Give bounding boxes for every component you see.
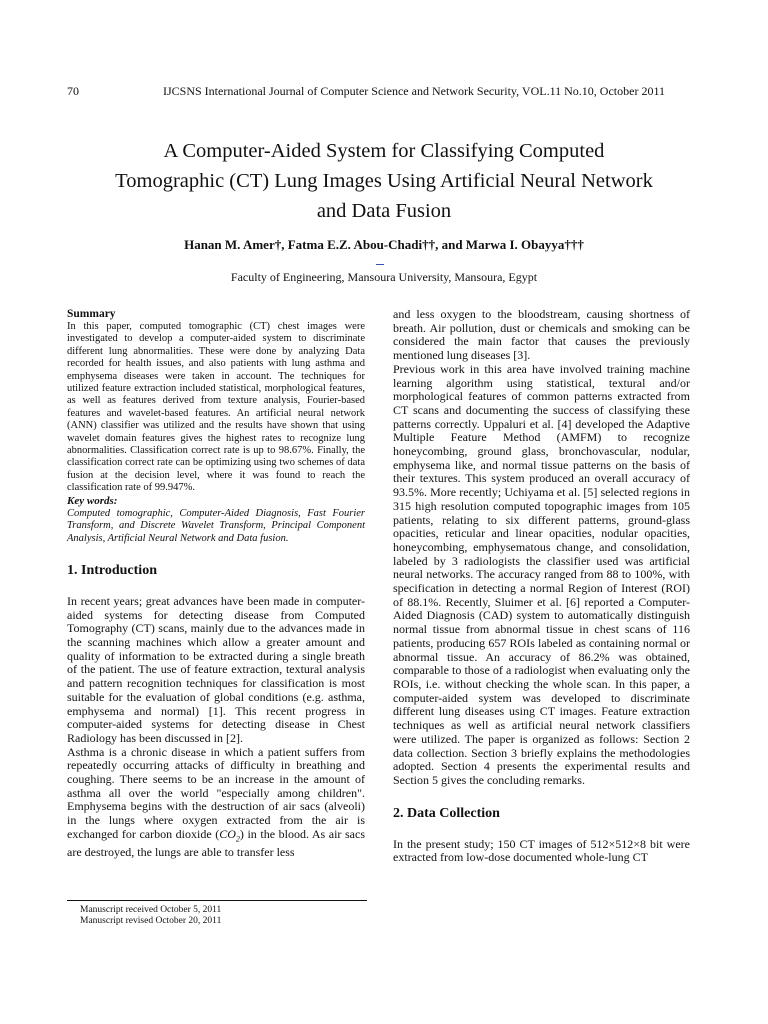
- data-collection-text: In the present study; 150 CT images of 512×512×8 bit were extracted from low-dose documented whole-lung CT: [393, 836, 690, 865]
- introduction-body: [67, 595, 365, 860]
- title-line-1: A Computer-Aided System for Classifying Computed: [163, 140, 605, 162]
- intro-paragraph-2: [67, 746, 365, 860]
- intro-paragraph-2a: Asthma is a chronic disease in which a patient suffers from repeatedly occurring attacks of difficulty in breathing and coughing. There seems to be an increase in the amount of asthma all over the world "especially among children". Emphysema begins with the destruction of air sacs (alveoli) in the lungs where oxygen extracted from the air is exchanged for carbon dioxide (: [67, 744, 365, 841]
- intro-paragraph-2b: ) in the blood. As air sacs are destroyed, the lungs are able to transfer less: [67, 826, 365, 859]
- co2-base: CO: [219, 826, 236, 841]
- cursor-mark: [376, 264, 384, 265]
- footnotes: [80, 905, 221, 927]
- page-number: 70: [67, 84, 79, 98]
- intro-paragraph-1: In recent years; great advances have been made in computer-aided systems for detecting disease from Computed Tomography (CT) scans, mainly due to the advances made in the scanning machines which allow a greater amount and quality of information to be extracted during a single breath of the patient. The use of feature extraction, textural analysis and pattern recognition techniques for classification is most suitable for the evaluation of global conditions (e.g. asthma, emphysema and normal) [1]. This recent progress in computer-aided systems for detecting disease in Chest Radiology has been discussed in [2].: [67, 593, 365, 745]
- keywords-heading: Key words:: [67, 494, 118, 507]
- running-head: IJCSNS International Journal of Computer Science and Network Security, VOL.11 No.10, October 2011: [163, 84, 666, 98]
- summary-heading: Summary: [67, 308, 116, 320]
- right-paragraph-1: and less oxygen to the bloodstream, causing shortness of breath. Air pollution, dust or chemicals and smoking can be considered the main factor that causes the previously mentioned lung diseases [3].: [393, 307, 690, 363]
- data-collection-heading: 2. Data Collection: [393, 805, 500, 821]
- left-column: [67, 308, 365, 860]
- right-column-body: [393, 308, 690, 788]
- right-paragraph-2: Previous work in this area have involved training machine learning algorithm using statistical, textural and/or morphological features of common patterns extracted from CT scans and documenting the success of classifying these patterns correctly. Uppaluri et al. [4] developed the Adaptive Multiple Feature Method (AMFM) to recognize honeycombing, ground glass, bronchovascular, nodular, emphysema like, and normal tissue patterns on the basis of their textures. This system produced an overall accuracy of 93.5%. More recently; Uchiyama et al. [5] selected regions in 315 high resolution computed topographic images from 105 patients, relating to six different patterns, ground-glass opacities, reticular and linear opacities, nodular opacities, honeycombing, emphysematous change, and consolidation, labeled by 3 radiologists the classifier used was artificial neural networks. The accuracy ranged from 88 to 100%, with specification in detecting a normal Region of Interest (ROI) of 88.1%. Recently, Sluimer et al. [6] reported a Computer-Aided Diagnosis (CAD) system to automatically distinguish normal tissue from abnormal tissue in chest scans of 116 patients, producing 657 ROIs labeled as containing normal or abnormal tissue. An accuracy of 86.2% was obtained, comparable to those of a radiologist when evaluating only the ROIs, i.e. without checking the whole scan. In this paper, a computer-aided system was developed to discriminate different lung diseases using CT images. Feature extraction techniques as well as artificial neural network classifiers were utilized. The paper is organized as follows: Section 2 data collection. Section 3 briefly explains the methodologies adopted. Section 4 presents the experimental results and Section 5 gives the concluding remarks.: [393, 361, 690, 787]
- manuscript-received: Manuscript received October 5, 2011: [80, 905, 222, 915]
- summary-text: In this paper, computed tomographic (CT) chest images were investigated to develop a computer-aided system to discriminate different lung abnormalities. These were done by analyzing Data recorded for health issues, and also patients with lung asthma and emphysema diseases were taken in account. The techniques for utilized feature extraction included statistical, morphological features, as well as features derived from texture analysis, Fourier-based features and wavelet-based features. An artificial neural network (ANN) classifier was utilized and the results have shown that using wavelet domain features gives the highest rates to recognize lung abnormalities. Classification correct rate is up to 98.67%. Finally, the classification correct rate can be optimizing using two schemes of data fusion at the decision level, where it was found to reach the classification rate of 99.947%.: [67, 321, 365, 494]
- affiliation: Faculty of Engineering, Mansoura University, Mansoura, Egypt: [230, 270, 538, 284]
- manuscript-revised: Manuscript revised October 20, 2011: [80, 916, 222, 926]
- authors: Hanan M. Amer†, Fatma E.Z. Abou-Chadi††, and Marwa I. Obayya†††: [184, 237, 584, 252]
- keywords-text: Computed tomographic, Computer-Aided Diagnosis, Fast Fourier Transform, and Discrete Wavelet Transform, Principal Component Analysis, Artificial Neural Network and Data fusion.: [67, 507, 365, 544]
- co2-subscript: 2: [235, 834, 240, 844]
- right-column: [393, 308, 690, 865]
- title-line-3: and Data Fusion: [316, 200, 452, 222]
- footnote-divider: [67, 900, 367, 901]
- co2-formula: [219, 826, 240, 844]
- introduction-heading: 1. Introduction: [67, 562, 157, 578]
- title-line-2: Tomographic (CT) Lung Images Using Artificial Neural Network: [115, 170, 653, 192]
- paper-title: [48, 136, 720, 226]
